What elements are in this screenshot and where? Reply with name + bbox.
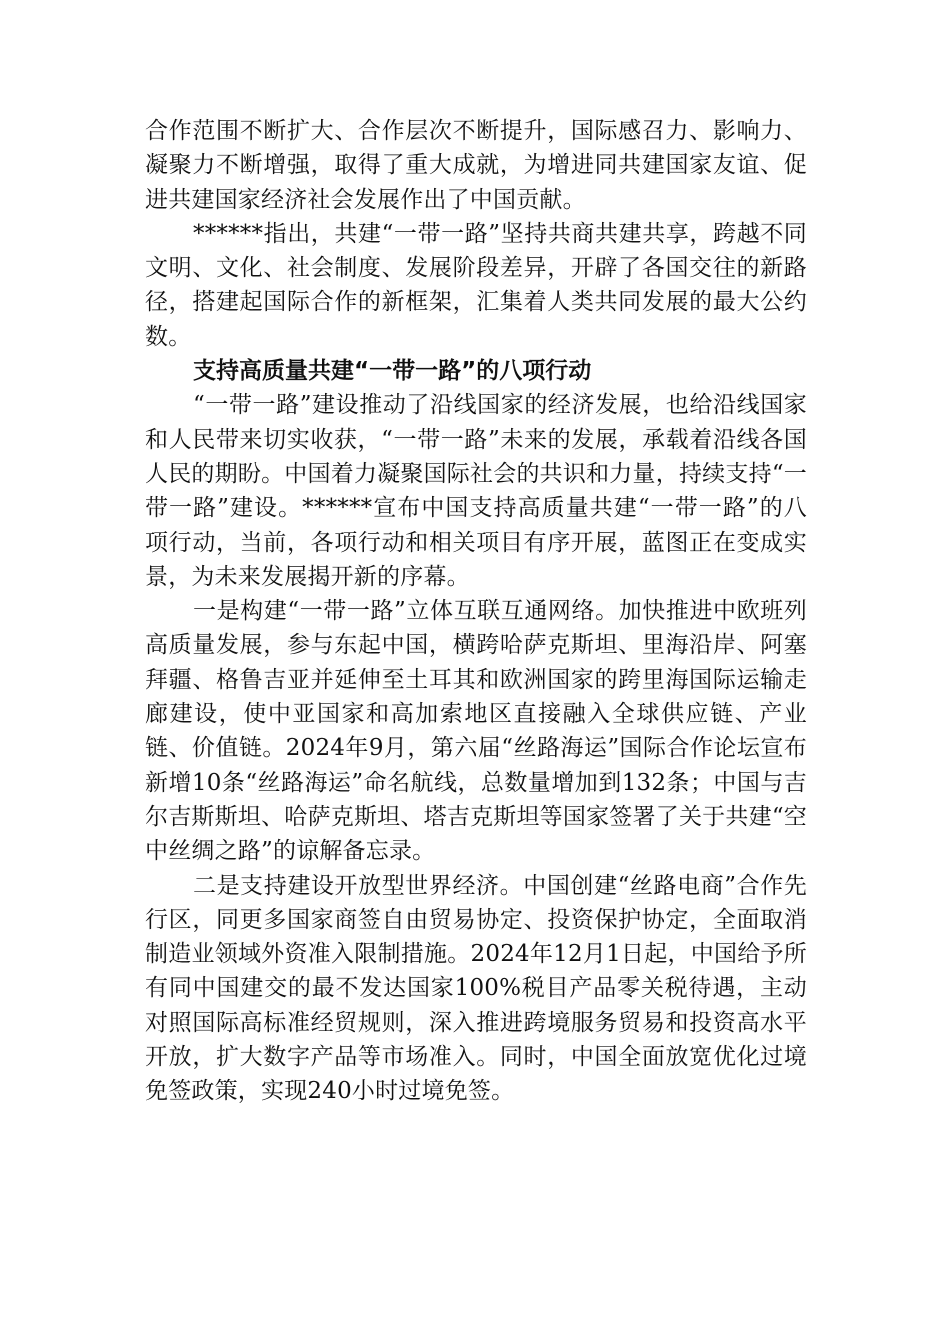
section-heading: 支持高质量共建“一带一路”的八项行动 — [193, 358, 592, 385]
paragraph-continuation: 合作范围不断扩大、合作层次不断提升，国际感召力、影响力、凝聚力不断增强，取得了重大成就，为增进同共建国家友谊、促进共建国家经济社会发展作出了中国贡献。 — [145, 118, 807, 213]
paragraph-action-one: 一是构建“一带一路”立体互联互通网络。加快推进中欧班列高质量发展，参与东起中国，横跨哈萨克斯坦、里海沿岸、阿塞拜疆、格鲁吉亚并延伸至土耳其和欧洲国家的跨里海国际运输走廊建设，使中亚国家和高加索地区直接融入全球供应链、产业链、价值链。2024年9月，第六届“丝路海运”国际合作论坛宣布新增10条“丝路海运”命名航线，总数量增加到132条；中国与吉尔吉斯斯坦、哈萨克斯坦、塔吉克斯坦等国家签署了关于共建“空中丝绸之路”的谅解备忘录。 — [145, 598, 807, 865]
paragraph-action-two: 二是支持建设开放型世界经济。中国创建“丝路电商”合作先行区，同更多国家商签自由贸易协定、投资保护协定，全面取消制造业领域外资准入限制措施。2024年12月1日起，中国给予所有同中国建交的最不发达国家100%税目产品零关税待遇，主动对照国际高标准经贸规则，深入推进跨境服务贸易和投资高水平开放，扩大数字产品等市场准入。同时，中国全面放宽优化过境免签政策，实现240小时过境免签。 — [145, 872, 807, 1105]
document-body — [145, 114, 807, 1109]
paragraph-intro: “一带一路”建设推动了沿线国家的经济发展，也给沿线国家和人民带来切实收获，“一带一路”未来的发展，承载着沿线各国人民的期盼。中国着力凝聚国际社会的共识和力量，持续支持“一带一路”建设。******宣布中国支持高质量共建“一带一路”的八项行动，当前，各项行动和相关项目有序开展，蓝图正在变成实景，为未来发展揭开新的序幕。 — [145, 392, 807, 590]
paragraph-remarks: ******指出，共建“一带一路”坚持共商共建共享，跨越不同文明、文化、社会制度、发展阶段差异，开辟了各国交往的新路径，搭建起国际合作的新框架，汇集着人类共同发展的最大公约数。 — [145, 220, 807, 350]
